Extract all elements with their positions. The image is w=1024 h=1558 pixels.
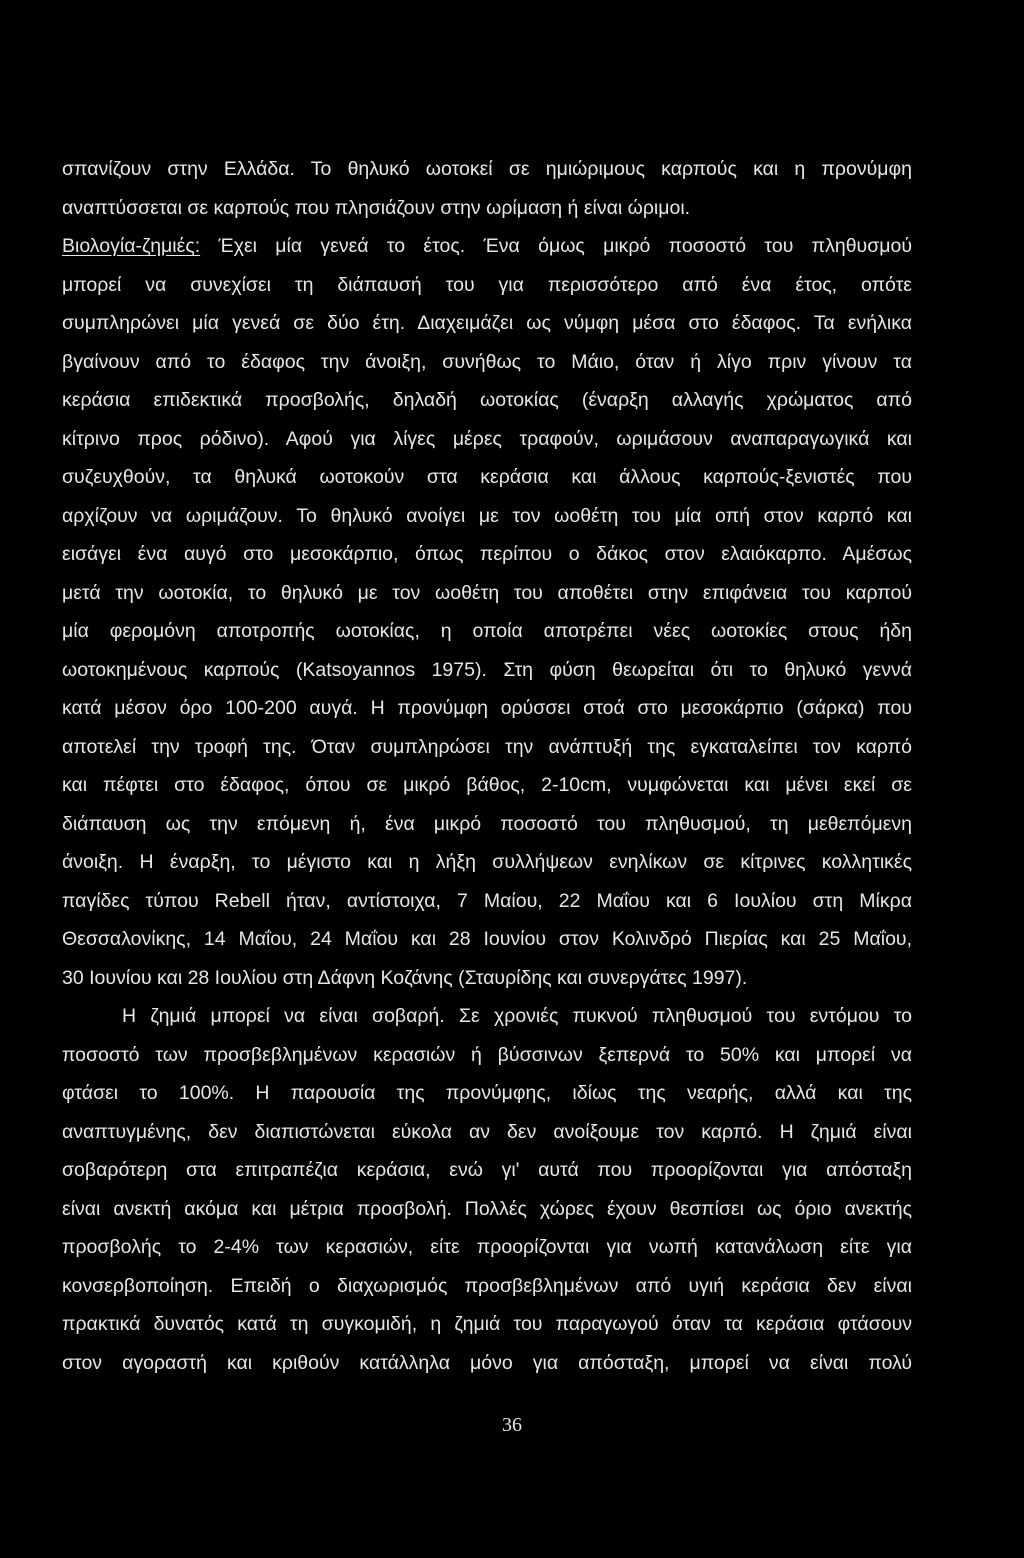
text-line (62, 1036, 912, 1075)
line-text: είναι ανεκτή ακόμα και μέτρια προσβολή. Πολλές χώρες έχουν θεσπίσει ως όριο ανεκτής (62, 1197, 912, 1220)
text-line (62, 266, 912, 305)
line-text: Έχει μία γενεά το έτος. Ένα όμως μικρό ποσοστό του πληθυσμού (200, 235, 912, 257)
text-line (62, 1267, 912, 1306)
text-line (62, 304, 912, 343)
text-line (62, 959, 912, 998)
line-text: Θεσσαλονίκης, 14 Μαΐου, 24 Μαΐου και 28 Ιουνίου στον Κολινδρό Πιερίας και 25 Μαΐου, (62, 928, 912, 950)
text-line (62, 420, 912, 459)
line-text: συμπληρώνει μία γενεά σε δύο έτη. Διαχειμάζει ως νύμφη μέσα στο έδαφος. Τα ενήλικα (62, 312, 912, 334)
text-line (62, 728, 912, 767)
page-number: 36 (502, 1414, 522, 1436)
line-text: κατά μέσον όρο 100-200 αυγά. Η προνύμφη ορύσσει στοά στο μεσοκάρπιο (σάρκα) που (62, 697, 912, 719)
line-text: 30 Ιουνίου και 28 Ιουλίου στη Δάφνη Κοζάνης (Σταυρίδης και συνεργάτες 1997). (62, 966, 748, 989)
line-text: προσβολής το 2-4% των κερασιών, είτε προορίζονται για νωπή κατανάλωση είτε για (62, 1236, 912, 1258)
section-label: Βιολογία-ζημιές: (62, 235, 201, 257)
text-line (62, 1074, 912, 1113)
text-line (62, 535, 912, 574)
text-line (62, 689, 912, 728)
line-text: κίτρινο προς ρόδινο). Αφού για λίγες μέρες τραφούν, ωριμάσουν αναπαραγωγικά και (62, 427, 912, 450)
line-text: πρακτικά δυνατός κατά τη συγκομιδή, η ζημιά του παραγωγού όταν τα κεράσια φτάσουν (62, 1313, 912, 1335)
line-text: αρχίζουν να ωριμάζουν. Το θηλυκό ανοίγει με τον ωοθέτη του μία οπή στον καρπό και (62, 504, 912, 527)
line-text: άνοιξη. Η έναρξη, το μέγιστο και η λήξη συλλήψεων ενηλίκων σε κίτρινες κολλητικές (62, 851, 912, 873)
line-text: φτάσει το 100%. Η παρουσία της προνύμφης, ιδίως της νεαρής, αλλά και της (62, 1082, 912, 1104)
text-line (62, 651, 912, 690)
line-text: στον αγοραστή και κριθούν κατάλληλα μόνο για απόσταξη, μπορεί να είναι πολύ (62, 1351, 912, 1374)
text-line (62, 227, 912, 266)
line-text: ωοτοκημένους καρπούς (Katsoyannos 1975). Στη φύση θεωρείται ότι το θηλυκό γεννά (62, 658, 912, 681)
line-text: παγίδες τύπου Rebell ήταν, αντίστοιχα, 7 Μαίου, 22 Μαΐου και 6 Ιουλίου στη Μίκρα (62, 889, 912, 912)
line-text: αναπτύσσεται σε καρπούς που πλησιάζουν στην ωρίμαση ή είναι ώριμοι. (62, 196, 691, 219)
line-text: Η ζημιά μπορεί να είναι σοβαρή. Σε χρονιές πυκνού πληθυσμού του εντόμου το (122, 1005, 912, 1027)
line-text: σπανίζουν στην Ελλάδα. Το θηλυκό ωοτοκεί σε ημιώριμους καρπούς και η προνύμφη (62, 158, 912, 180)
line-text: εισάγει ένα αυγό στο μεσοκάρπιο, όπως περίπου ο δάκος στον ελαιόκαρπο. Αμέσως (62, 543, 912, 565)
text-line (62, 497, 912, 536)
text-line (62, 997, 912, 1036)
text-line (62, 574, 912, 613)
line-text: κονσερβοποίηση. Επειδή ο διαχωρισμός προσβεβλημένων από υγιή κεράσια δεν είναι (62, 1274, 912, 1297)
text-line (62, 189, 912, 228)
text-line (62, 1228, 912, 1267)
text-line (62, 1344, 912, 1383)
line-text: και πέφτει στο έδαφος, όπου σε μικρό βάθος, 2-10cm, νυμφώνεται και μένει εκεί σε (62, 774, 912, 796)
text-line (62, 381, 912, 420)
text-line (62, 843, 912, 882)
text-line (62, 1151, 912, 1190)
text-line (62, 343, 912, 382)
line-text: μία φερομόνη αποτροπής ωοτοκίας, η οποία αποτρέπει νέες ωοτοκίες στους ήδη (62, 620, 912, 642)
text-line (62, 458, 912, 497)
line-text: κεράσια επιδεκτικά προσβολής, δηλαδή ωοτοκίας (έναρξη αλλαγής χρώματος από (62, 389, 912, 411)
text-line (62, 766, 912, 805)
text-line (62, 1305, 912, 1344)
line-text: συζευχθούν, τα θηλυκά ωοτοκούν στα κεράσια και άλλους καρπούς-ξενιστές που (62, 466, 912, 488)
body-text (62, 150, 912, 1382)
line-text: βγαίνουν από το έδαφος την άνοιξη, συνήθως το Μάιο, όταν ή λίγο πριν γίνουν τα (62, 350, 912, 373)
line-text: μετά την ωοτοκία, το θηλυκό με τον ωοθέτη του αποθέτει στην επιφάνεια του καρπού (62, 581, 912, 604)
text-line (62, 805, 912, 844)
text-line (62, 1113, 912, 1152)
line-text: ποσοστό των προσβεβλημένων κερασιών ή βύσσινων ξεπερνά το 50% και μπορεί να (62, 1043, 912, 1066)
text-line (62, 150, 912, 189)
text-line (62, 920, 912, 959)
text-line (62, 882, 912, 921)
text-line (62, 612, 912, 651)
line-text: μπορεί να συνεχίσει τη διάπαυσή του για περισσότερο από ένα έτος, οπότε (62, 273, 912, 296)
line-text: αναπτυγμένης, δεν διαπιστώνεται εύκολα αν δεν ανοίξουμε τον καρπό. Η ζημιά είναι (62, 1120, 912, 1143)
line-text: αποτελεί την τροφή της. Όταν συμπληρώσει την ανάπτυξή της εγκαταλείπει τον καρπό (62, 735, 912, 758)
line-text: διάπαυση ως την επόμενη ή, ένα μικρό ποσοστό του πληθυσμού, τη μεθεπόμενη (62, 812, 912, 835)
line-text: σοβαρότερη στα επιτραπέζια κεράσια, ενώ γι' αυτά που προορίζονται για απόσταξη (62, 1159, 912, 1181)
text-line (62, 1190, 912, 1229)
